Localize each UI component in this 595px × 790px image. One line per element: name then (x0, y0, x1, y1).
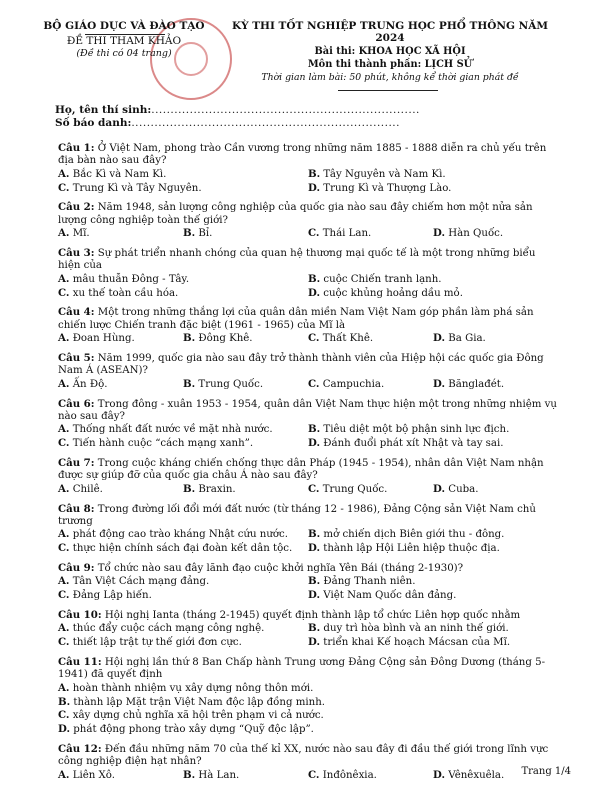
option-text: Đánh đuổi phát xít Nhật và tay sai. (323, 438, 504, 450)
question (58, 609, 558, 650)
answer-option (58, 437, 308, 451)
question-text (58, 247, 558, 273)
question-text (58, 743, 558, 769)
option-text: Thống nhất đất nước về mặt nhà nước. (72, 424, 273, 436)
question-number: Câu 1: (58, 142, 95, 154)
answer-options (58, 769, 558, 783)
option-text: Tây Nguyên và Nam Kì. (323, 168, 446, 180)
question (58, 306, 558, 346)
option-text: Trung Quốc. (198, 378, 264, 390)
question (58, 656, 558, 737)
option-text: Ba Gia. (448, 333, 486, 345)
answer-option (308, 769, 433, 783)
question (58, 352, 558, 392)
option-text: Thất Khê. (322, 333, 374, 345)
option-letter: D. (308, 181, 321, 194)
question (58, 503, 558, 556)
option-text: Braxin. (198, 483, 236, 495)
question-number: Câu 5: (58, 352, 95, 365)
answer-option (58, 378, 183, 392)
question-body: Trong đông - xuân 1953 - 1954, quân dân Việt Nam thực hiện một trong những nhiệm vụ nào sau đây? (58, 398, 557, 423)
answer-option (58, 168, 308, 182)
option-text: Thái Lan. (322, 228, 372, 240)
question-number: Câu 8: (58, 502, 95, 515)
answer-options (58, 682, 558, 737)
answer-option (58, 682, 558, 696)
id-label: Số báo danh: (55, 117, 132, 129)
option-text: mở chiến dịch Biên giới thu - đông. (323, 529, 505, 541)
answer-options (58, 378, 558, 392)
answer-option (58, 723, 558, 737)
question-text (58, 562, 558, 575)
answer-option (308, 483, 433, 497)
question-body: Tổ chức nào sau đây lãnh đạo cuộc khởi nghĩa Yên Bái (tháng 2-1930)? (97, 563, 464, 575)
option-text: Campuchia. (322, 378, 385, 390)
option-text: phát động cao trào kháng Nhật cứu nước. (72, 529, 289, 541)
question-number: Câu 3: (58, 247, 95, 260)
option-text: Trung Kì và Thượng Lào. (323, 182, 452, 194)
answer-options (58, 528, 558, 556)
answer-option (433, 378, 558, 392)
option-letter: A. (58, 681, 70, 694)
answer-option (308, 332, 433, 346)
question-text (58, 503, 558, 529)
option-text: triển khai Kế hoạch Mácsan của Mĩ. (323, 637, 511, 649)
option-letter: A. (58, 768, 70, 781)
exam-title: KỲ THI TỐT NGHIỆP TRUNG HỌC PHỔ THÔNG NĂM 2024 (231, 20, 549, 44)
question-body: Năm 1999, quốc gia nào sau đây trở thành thành viên của Hiệp hội các quốc gia Đông Nam Á (ASEAN)? (58, 353, 544, 377)
answer-option (308, 227, 433, 241)
option-letter: C. (308, 768, 320, 781)
answer-option (183, 483, 308, 497)
option-letter: C. (58, 636, 70, 649)
option-letter: A. (58, 423, 70, 436)
question (58, 743, 558, 783)
answer-options (58, 575, 558, 603)
option-text: Đông Khê. (198, 333, 253, 345)
answer-options (58, 273, 558, 301)
question-body: Sự phát triển nhanh chóng của quan hệ thương mại quốc tế là một trong những biểu hiện của (58, 248, 536, 272)
question-body: Trong cuộc kháng chiến chống thực dân Pháp (1945 - 1954), nhân dân Việt Nam nhận được sự giúp đỡ của quốc gia châu Á nào sau đây? (58, 458, 544, 482)
option-text: Tân Việt Cách mạng đảng. (72, 576, 210, 588)
answer-options (58, 227, 558, 241)
question-text (58, 306, 558, 332)
question-text (58, 142, 558, 168)
option-letter: B. (308, 423, 321, 436)
question-number: Câu 9: (58, 562, 95, 575)
option-text: Cuba. (448, 483, 479, 495)
question-text (58, 201, 558, 227)
question-body: Hội nghị lần thứ 8 Ban Chấp hành Trung ương Đảng Cộng sản Đông Dương (tháng 5-1941) đã quyết định (58, 657, 546, 681)
question (58, 247, 558, 300)
answer-option (58, 483, 183, 497)
question-body: Trong đường lối đổi mới đất nước (từ tháng 12 - 1986), Đảng Cộng sản Việt Nam chủ trương (58, 503, 536, 528)
page-count-note: (Đề thi có 04 trang) (76, 48, 172, 59)
answer-option (308, 575, 558, 589)
answer-option (183, 227, 308, 241)
option-letter: D. (308, 437, 321, 450)
answer-option (183, 769, 308, 783)
name-field: ...................................................................... (151, 104, 420, 116)
question (58, 201, 558, 241)
option-letter: C. (58, 286, 70, 299)
option-text: xây dựng chủ nghĩa xã hội trên phạm vi cả nước. (72, 710, 324, 722)
option-text: Đảng Thanh niên. (323, 576, 416, 588)
option-letter: D. (433, 768, 446, 781)
answer-option (58, 769, 183, 783)
option-letter: C. (58, 181, 70, 194)
question-number: Câu 7: (58, 457, 95, 470)
option-letter: D. (308, 542, 321, 555)
option-text: xu thế toàn cầu hóa. (72, 287, 179, 299)
answer-option (58, 528, 308, 542)
answer-option (308, 423, 558, 437)
answer-option (433, 332, 558, 346)
answer-option (308, 622, 558, 636)
answer-option (58, 182, 308, 196)
answer-options (58, 622, 558, 650)
option-letter: D. (308, 589, 321, 602)
option-text: Bỉ. (198, 228, 213, 240)
option-text: thành lập Mặt trận Việt Nam độc lập đồng minh. (73, 696, 326, 708)
answer-option (58, 227, 183, 241)
question-body: Hội nghị Ianta (tháng 2-1945) quyết định thành lập tổ chức Liên hợp quốc nhằm (104, 610, 521, 622)
option-text: Ấn Độ. (72, 378, 108, 390)
question-number: Câu 6: (58, 397, 95, 410)
option-letter: A. (58, 377, 70, 390)
divider (338, 90, 438, 91)
option-text: Bănglađét. (448, 378, 505, 390)
answer-option (58, 332, 183, 346)
option-text: Đoan Hùng. (72, 333, 135, 345)
option-text: Liên Xô. (72, 769, 115, 781)
option-letter: C. (58, 589, 70, 602)
answer-option (308, 636, 558, 650)
question-number: Câu 12: (58, 743, 102, 756)
answer-option (308, 378, 433, 392)
answer-options (58, 168, 558, 196)
ministry-name: BỘ GIÁO DỤC VÀ ĐÀO TẠO (43, 20, 205, 32)
option-letter: A. (58, 332, 70, 345)
answer-option (308, 437, 558, 451)
question-body: Đến đầu những năm 70 của thế kỉ XX, nước nào sau đây đi đầu thế giới trong lĩnh vực công nghiệp điện hạt nhân? (58, 744, 549, 768)
option-text: Trung Kì và Tây Nguyên. (72, 182, 202, 194)
question-list (58, 142, 558, 789)
question (58, 398, 558, 451)
option-letter: A. (58, 575, 70, 588)
question-text (58, 656, 558, 682)
question-number: Câu 2: (58, 201, 95, 214)
option-letter: A. (58, 227, 70, 240)
option-letter: B. (183, 377, 196, 390)
page-number: Trang 1/4 (521, 766, 571, 777)
option-letter: C. (58, 542, 70, 555)
option-text: Vênêxuêla. (448, 769, 505, 781)
option-letter: C. (308, 332, 320, 345)
test-name: Bài thi: KHOA HỌC XÃ HỘI (314, 46, 466, 57)
option-letter: B. (308, 528, 321, 541)
option-letter: B. (183, 332, 196, 345)
option-letter: B. (183, 482, 196, 495)
option-text: thực hiện chính sách đại đoàn kết dân tộc. (72, 543, 293, 555)
answer-option (433, 227, 558, 241)
time-limit: Thời gian làm bài: 50 phút, không kể thời gian phát đề (261, 72, 519, 83)
question (58, 562, 558, 603)
answer-option (58, 622, 308, 636)
option-letter: B. (308, 167, 321, 180)
answer-option (58, 542, 308, 556)
answer-option (58, 273, 308, 287)
option-letter: D. (433, 227, 446, 240)
question-text (58, 352, 558, 378)
answer-option (58, 589, 308, 603)
question (58, 142, 558, 195)
option-text: Tiêu diệt một bộ phận sinh lực địch. (323, 424, 510, 436)
option-letter: A. (58, 272, 70, 285)
answer-option (58, 423, 308, 437)
answer-option (308, 287, 558, 301)
option-text: thúc đẩy cuộc cách mạng công nghệ. (72, 623, 265, 635)
answer-option (308, 542, 558, 556)
option-letter: C. (308, 227, 320, 240)
option-text: duy trì hòa bình và an ninh thế giới. (323, 623, 509, 635)
student-info (55, 104, 420, 130)
answer-option (58, 709, 558, 723)
option-text: Hà Lan. (198, 769, 240, 781)
question-text (58, 609, 558, 622)
option-letter: A. (58, 528, 70, 541)
answer-option (183, 378, 308, 392)
question-text (58, 398, 558, 424)
answer-options (58, 423, 558, 451)
answer-options (58, 332, 558, 346)
answer-option (308, 182, 558, 196)
option-letter: D. (308, 636, 321, 649)
answer-option (58, 696, 558, 710)
answer-option (58, 575, 308, 589)
option-text: cuộc khủng hoảng dầu mỏ. (323, 287, 463, 299)
question-number: Câu 10: (58, 609, 102, 622)
divider (85, 34, 165, 35)
question (58, 457, 558, 497)
answer-option (433, 483, 558, 497)
option-letter: B. (308, 622, 321, 635)
header-left (34, 20, 214, 59)
option-text: Bắc Kì và Nam Kì. (72, 168, 167, 180)
option-text: Việt Nam Quốc dân đảng. (323, 590, 457, 602)
question-body: Năm 1948, sản lượng công nghiệp của quốc gia nào sau đây chiếm hơn một nửa sản lượng công nghiệp toàn thế giới? (58, 202, 533, 226)
name-label: Họ, tên thí sinh: (55, 104, 152, 116)
exam-type: ĐỀ THI THAM KHẢO (66, 35, 182, 47)
option-letter: D. (433, 332, 446, 345)
option-text: Chilê. (72, 483, 103, 495)
option-text: Trung Quốc. (322, 483, 388, 495)
option-letter: C. (58, 709, 70, 722)
answer-option (308, 589, 558, 603)
option-letter: D. (58, 723, 71, 736)
answer-options (58, 483, 558, 497)
option-letter: A. (58, 167, 70, 180)
id-field: ...................................................................... (131, 117, 400, 129)
option-text: Đảng Lập hiến. (72, 590, 152, 602)
question-number: Câu 11: (58, 656, 102, 669)
subject-name: Môn thi thành phần: LỊCH SỬ (307, 59, 473, 70)
question-text (58, 457, 558, 483)
option-letter: D. (433, 377, 446, 390)
option-text: cuộc Chiến tranh lạnh. (323, 273, 442, 285)
option-text: Hàn Quốc. (448, 228, 504, 240)
option-letter: A. (58, 622, 70, 635)
option-text: Inđônêxia. (322, 769, 377, 781)
option-letter: C. (308, 377, 320, 390)
answer-option (308, 528, 558, 542)
option-letter: D. (433, 482, 446, 495)
option-letter: D. (308, 286, 321, 299)
option-letter: C. (308, 482, 320, 495)
option-text: thành lập Hội Liên hiệp thuộc địa. (323, 543, 500, 555)
answer-option (308, 273, 558, 287)
header-right (220, 20, 560, 83)
answer-option (58, 636, 308, 650)
option-letter: B. (183, 227, 196, 240)
question-body: Một trong những thắng lợi của quân dân miền Nam Việt Nam góp phần làm phá sản chiến lược Chiến tranh đặc biệt (1961 - 1965) của Mĩ là (58, 307, 534, 331)
option-text: phát động phong trào xây dựng “Quỹ độc lập”. (73, 724, 314, 736)
option-letter: A. (58, 482, 70, 495)
option-text: hoàn thành nhiệm vụ xây dựng nông thôn mới. (72, 682, 314, 694)
option-letter: B. (58, 695, 71, 708)
option-letter: B. (183, 768, 196, 781)
answer-option (308, 168, 558, 182)
option-letter: C. (58, 437, 70, 450)
answer-option (58, 287, 308, 301)
question-number: Câu 4: (58, 306, 95, 319)
option-letter: B. (308, 272, 321, 285)
option-text: Tiến hành cuộc “cách mạng xanh”. (72, 438, 254, 450)
option-text: thiết lập trật tự thế giới đơn cực. (72, 637, 242, 649)
option-text: mâu thuẫn Đông - Tây. (72, 273, 190, 285)
option-letter: B. (308, 575, 321, 588)
question-body: Ở Việt Nam, phong trào Cần vương trong những năm 1885 - 1888 diễn ra chủ yếu trên địa bàn nào sau đây? (58, 143, 547, 167)
answer-option (183, 332, 308, 346)
option-text: Mĩ. (72, 228, 90, 240)
